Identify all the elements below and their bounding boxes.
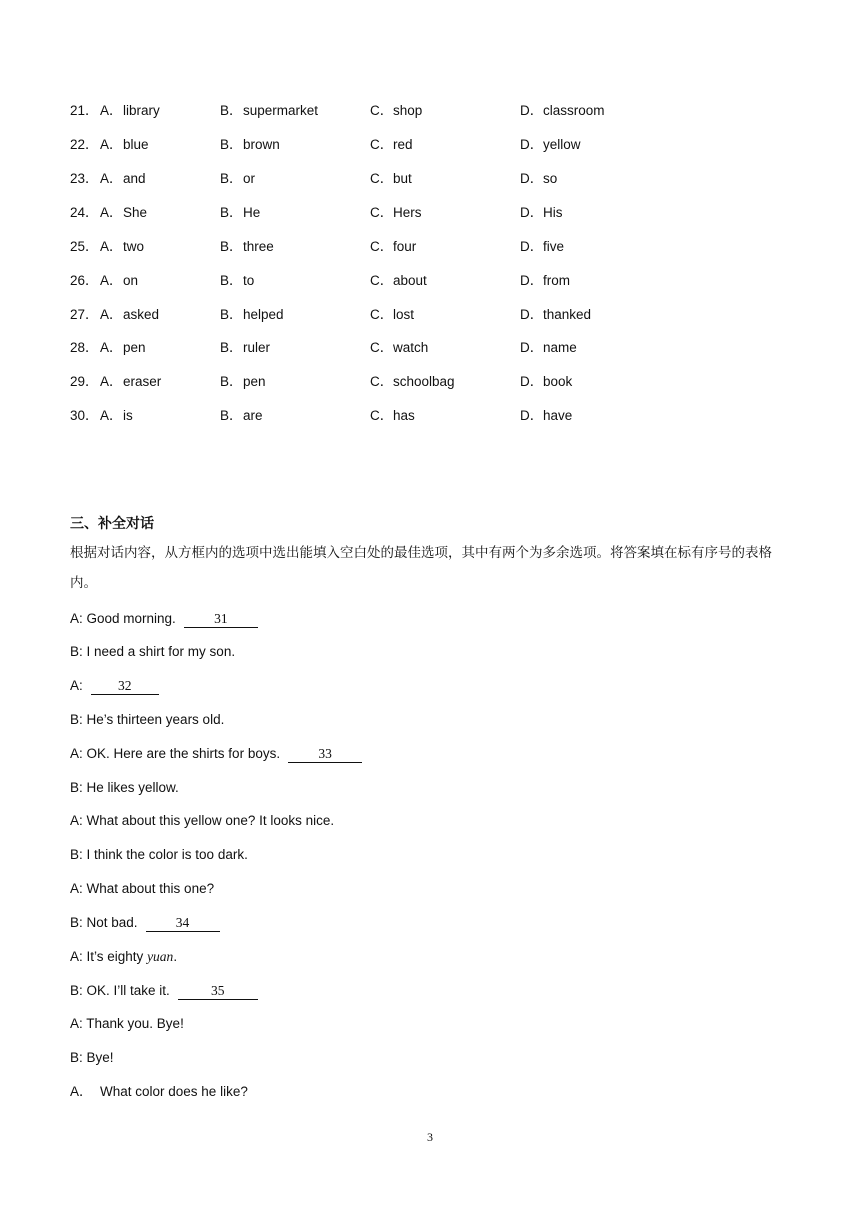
option-d: D．five [520, 239, 565, 254]
option-b: B．ruler [220, 340, 271, 355]
question-number: 30． [70, 408, 99, 423]
answer-blank-32[interactable]: 32 [91, 678, 159, 695]
option-b: B．or [220, 171, 256, 186]
question-number: 26． [70, 273, 99, 288]
option-d: D．book [520, 374, 573, 389]
dialogue-line: B: I need a shirt for my son. [70, 644, 236, 659]
option-a: A．two [100, 239, 145, 254]
answer-blank-33[interactable]: 33 [288, 746, 362, 763]
option-a: A．eraser [100, 374, 162, 389]
question-number: 29． [70, 374, 99, 389]
option-c: C．shop [370, 103, 423, 118]
option-c: C．lost [370, 307, 415, 322]
option-c: C．schoolbag [370, 374, 455, 389]
page-number: 3 [427, 1130, 433, 1144]
option-a: A．blue [100, 137, 149, 152]
option-a: A．pen [100, 340, 146, 355]
question-number: 25． [70, 239, 99, 254]
dialogue-line: B: I think the color is too dark. [70, 847, 248, 862]
answer-blank-31[interactable]: 31 [184, 611, 258, 628]
dialogue-line: B: He likes yellow. [70, 780, 179, 795]
option-c: C．four [370, 239, 417, 254]
option-c: C．red [370, 137, 413, 152]
option-d: D．classroom [520, 103, 605, 118]
option-a: A．and [100, 171, 146, 186]
option-d: D．have [520, 408, 573, 423]
answer-blank-35[interactable]: 35 [178, 983, 258, 1000]
question-number: 22． [70, 137, 99, 152]
question-number: 28． [70, 340, 99, 355]
option-a: A．She [100, 205, 148, 220]
option-d: D．His [520, 205, 563, 220]
option-a: A．is [100, 408, 133, 423]
option-d: D．yellow [520, 137, 581, 152]
answer-blank-34[interactable]: 34 [146, 915, 220, 932]
option-b: B．are [220, 408, 263, 423]
option-c: C．about [370, 273, 427, 288]
answer-option: A． What color does he like? [70, 1084, 248, 1099]
dialogue-line: A: Thank you. Bye! [70, 1016, 184, 1031]
option-d: D．thanked [520, 307, 592, 322]
dialogue-line: B: Bye! [70, 1050, 114, 1065]
question-number: 27． [70, 307, 99, 322]
section-title: 三、补全对话 [70, 516, 154, 532]
option-d: D．from [520, 273, 570, 288]
dialogue-line: A: 32 [70, 676, 159, 696]
option-b: B．to [220, 273, 255, 288]
question-number: 23． [70, 171, 99, 186]
question-number: 24． [70, 205, 99, 220]
dialogue-line: A: OK. Here are the shirts for boys. 33 [70, 744, 362, 764]
section-instructions: 根据对话内容，从方框内的选项中选出能填入空白处的最佳选项，其中有两个为多余选项。将答案填在标有序号的表格内。 [70, 545, 772, 591]
dialogue-line: A: Good morning. 31 [70, 609, 258, 629]
option-c: C．Hers [370, 205, 422, 220]
option-b: B．He [220, 205, 261, 220]
option-c: C．watch [370, 340, 429, 355]
option-a: A．library [100, 103, 160, 118]
dialogue-line: B: He’s thirteen years old. [70, 712, 225, 727]
dialogue-line: B: Not bad. 34 [70, 913, 220, 933]
option-b: B．brown [220, 137, 280, 152]
option-a: A．on [100, 273, 139, 288]
question-number: 21． [70, 103, 99, 118]
option-d: D．name [520, 340, 577, 355]
option-b: B．supermarket [220, 103, 319, 118]
option-b: B．helped [220, 307, 284, 322]
italic-word: yuan [147, 949, 174, 964]
dialogue-line: A: It’s eighty yuan. [70, 949, 178, 964]
option-c: C．but [370, 171, 412, 186]
dialogue-line: B: OK. I’ll take it. 35 [70, 981, 258, 1001]
option-d: D．so [520, 171, 558, 186]
option-a: A．asked [100, 307, 160, 322]
option-c: C．has [370, 408, 415, 423]
dialogue-line: A: What about this yellow one? It looks nice. [70, 813, 335, 828]
option-b: B．pen [220, 374, 266, 389]
dialogue-line: A: What about this one? [70, 881, 215, 896]
option-b: B．three [220, 239, 274, 254]
